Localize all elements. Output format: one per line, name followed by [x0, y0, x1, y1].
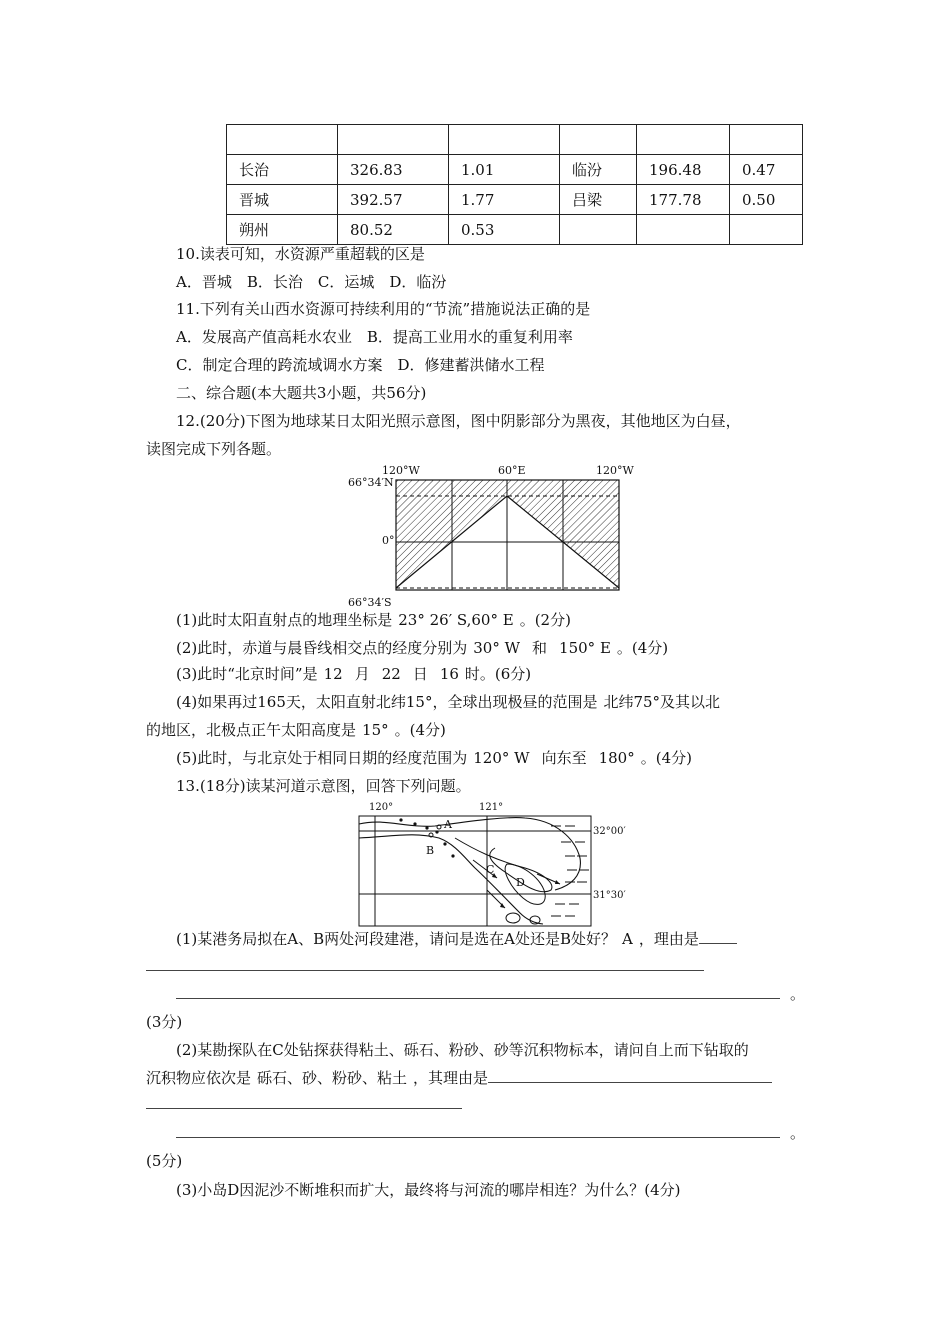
- island-d: [505, 864, 545, 904]
- table-cell: 0.53: [449, 215, 560, 245]
- q12-stem-2: 读图完成下列各题。: [146, 440, 282, 458]
- inner-bank: [455, 838, 552, 892]
- table-cell: [560, 125, 637, 155]
- answer-blank[interactable]: [699, 929, 737, 944]
- table-cell: [449, 125, 560, 155]
- lat-label-top: 66°34′N: [348, 476, 394, 489]
- table-cell: 1.01: [449, 155, 560, 185]
- table-cell: 晋城: [227, 185, 338, 215]
- map-frame: [359, 816, 591, 926]
- q10-options: A．晋城 B．长治 C．运城 D．临汾: [176, 273, 447, 291]
- table-cell: 长治: [227, 155, 338, 185]
- lat-label-32: 32°00′: [593, 826, 626, 837]
- table-cell: 朔州: [227, 215, 338, 245]
- q13-part2-line2: 沉积物应依次是 砾石、砂、粉砂、粘土 ，其理由是: [146, 1068, 772, 1088]
- table-cell: [637, 125, 730, 155]
- table-cell: [560, 215, 637, 245]
- sentence-end: 。: [790, 1124, 806, 1142]
- table-cell: [730, 125, 803, 155]
- answer-line[interactable]: [146, 970, 704, 971]
- q12-part1: (1)此时太阳直射点的地理坐标是 23° 26′ S,60° E 。(2分): [176, 611, 571, 629]
- answer: 23° 26′ S,60° E: [398, 611, 514, 629]
- table-cell: 196.48: [637, 155, 730, 185]
- lat-label-bottom: 66°34′S: [348, 596, 392, 609]
- table-cell: 326.83: [338, 155, 449, 185]
- q13-stem: 13.(18分)读某河道示意图，回答下列问题。: [176, 777, 471, 795]
- q10-stem: 10.读表可知，水资源严重超载的区是: [176, 245, 425, 263]
- label-c: C: [486, 863, 495, 876]
- lat-label-31-30: 31°30′: [593, 890, 626, 901]
- section-2-title: 二、综合题(本大题共3小题，共56分): [176, 384, 427, 402]
- q11-options-2: C．制定合理的跨流域调水方案 D．修建蓄洪储水工程: [176, 356, 545, 374]
- table-cell: 0.50: [730, 185, 803, 215]
- table-cell: 392.57: [338, 185, 449, 215]
- lon-label-left: 120°W: [382, 464, 420, 477]
- q11-stem: 11.下列有关山西水资源可持续利用的“节流”措施说法正确的是: [176, 300, 591, 318]
- table-cell: 临汾: [560, 155, 637, 185]
- q11-options-1: A．发展高产值高耗水农业 B．提高工业用水的重复利用率: [176, 328, 573, 346]
- label-d: D: [516, 876, 525, 889]
- lat-label-mid: 0°: [382, 534, 395, 547]
- table-cell: [227, 125, 338, 155]
- q13-part2-score: (5分): [146, 1152, 183, 1170]
- illumination-diagram: [340, 460, 640, 610]
- q12-part2: (2)此时，赤道与晨昏线相交点的经度分别为 30° W 和 150° E 。(4分): [176, 639, 669, 657]
- table-cell: [338, 125, 449, 155]
- small-island: [506, 913, 520, 923]
- table-row: [227, 125, 803, 155]
- answer-line[interactable]: [176, 1137, 780, 1138]
- lon-label-mid: 60°E: [498, 464, 526, 477]
- q12-part3: (3)此时“北京时间”是 12 月 22 日 16 时。(6分): [176, 665, 532, 683]
- sentence-end: 。: [790, 985, 806, 1003]
- answer-blank[interactable]: [488, 1068, 772, 1083]
- table-row: [227, 155, 803, 185]
- lon-label-right: 120°W: [596, 464, 634, 477]
- answer-line[interactable]: [176, 998, 780, 999]
- water-resource-table: [226, 124, 803, 245]
- lon-label-121: 121°: [479, 802, 504, 813]
- table-cell: 1.77: [449, 185, 560, 215]
- q12-part4-line1: (4)如果再过165天，太阳直射北纬15°，全球出现极昼的范围是 北纬75°及其以北: [176, 693, 721, 711]
- table-cell: 吕梁: [560, 185, 637, 215]
- q12-part4-line2: 的地区，北极点正午太阳高度是 15° 。(4分): [146, 721, 446, 739]
- table-cell: 177.78: [637, 185, 730, 215]
- lon-label-120: 120°: [369, 802, 394, 813]
- table-cell: [637, 215, 730, 245]
- table-cell: 0.47: [730, 155, 803, 185]
- table-row: [227, 185, 803, 215]
- q13-part1-score: (3分): [146, 1013, 183, 1031]
- q13-part2-line1: (2)某勘探队在C处钻探获得粘土、砾石、粉砂、砂等沉积物标本，请问自上而下钻取的: [176, 1041, 749, 1059]
- answer-line[interactable]: [146, 1108, 462, 1109]
- q13-part1: (1)某港务局拟在A、B两处河段建港，请问是选在A处还是B处好？ A ，理由是: [176, 929, 737, 949]
- label-b: B: [426, 844, 435, 857]
- river-channel-diagram: [355, 798, 635, 928]
- q12-stem-1: 12.(20分)下图为地球某日太阳光照示意图，图中阴影部分为黑夜，其他地区为白昼，: [176, 412, 741, 430]
- table-cell: [730, 215, 803, 245]
- q12-part5: (5)此时，与北京处于相同日期的经度范围为 120° W 向东至 180° 。(4分): [176, 749, 692, 767]
- label-a: A: [444, 818, 452, 831]
- q13-part3: (3)小岛D因泥沙不断堆积而扩大，最终将与河流的哪岸相连？为什么？(4分): [176, 1181, 681, 1199]
- table-row: [227, 215, 803, 245]
- table-cell: 80.52: [338, 215, 449, 245]
